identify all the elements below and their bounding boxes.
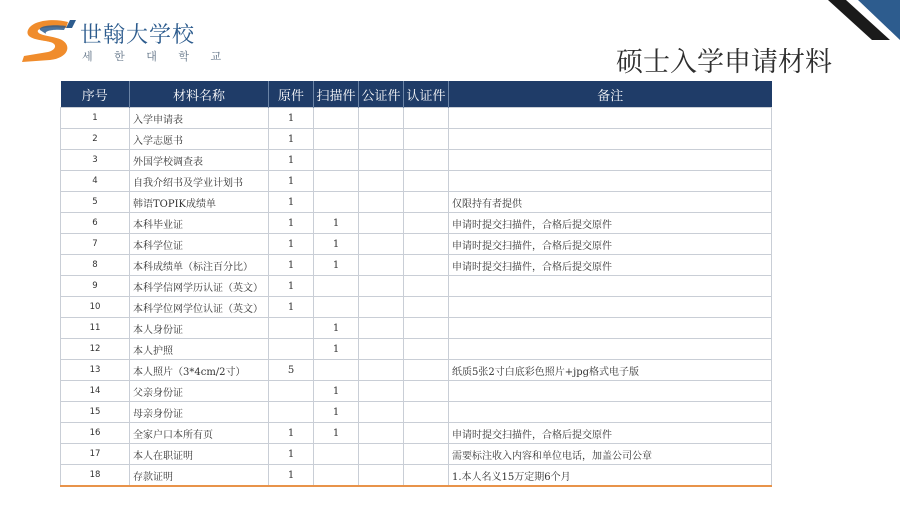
- cell-remark: [449, 276, 772, 297]
- cell-certified: [404, 234, 449, 255]
- cell-remark: [449, 150, 772, 171]
- university-logo: [18, 16, 318, 72]
- cell-number: 6: [61, 213, 130, 234]
- table-row: [61, 213, 772, 234]
- cell-scan: [314, 360, 359, 381]
- cell-material-name: 入学志愿书: [130, 129, 269, 150]
- cell-original: 1: [269, 255, 314, 276]
- cell-material-name: 自我介绍书及学业计划书: [130, 171, 269, 192]
- header-scan: 扫描件: [314, 81, 359, 108]
- cell-remark: 申请时提交扫描件，合格后提交原件: [449, 255, 772, 276]
- cell-number: 3: [61, 150, 130, 171]
- cell-certified: [404, 297, 449, 318]
- materials-table: [60, 81, 772, 487]
- university-name: 世翰大学校: [80, 23, 196, 48]
- cell-number: 18: [61, 465, 130, 487]
- cell-remark: 申请时提交扫描件，合格后提交原件: [449, 423, 772, 444]
- cell-notarized: [359, 150, 404, 171]
- cell-material-name: 本人照片（3*4cm/2寸）: [130, 360, 269, 381]
- cell-scan: 1: [314, 234, 359, 255]
- cell-original: [269, 339, 314, 360]
- cell-scan: 1: [314, 381, 359, 402]
- cell-certified: [404, 192, 449, 213]
- table-row: [61, 234, 772, 255]
- cell-material-name: 本科毕业证: [130, 213, 269, 234]
- header-original: 原件: [269, 81, 314, 108]
- table-row: [61, 129, 772, 150]
- cell-scan: 1: [314, 318, 359, 339]
- cell-original: 1: [269, 129, 314, 150]
- cell-scan: [314, 171, 359, 192]
- cell-material-name: 入学申请表: [130, 108, 269, 129]
- cell-original: [269, 318, 314, 339]
- cell-scan: [314, 465, 359, 487]
- cell-notarized: [359, 192, 404, 213]
- cell-number: 8: [61, 255, 130, 276]
- cell-scan: 1: [314, 213, 359, 234]
- cell-certified: [404, 213, 449, 234]
- cell-remark: [449, 297, 772, 318]
- cell-material-name: 本人身份证: [130, 318, 269, 339]
- cell-certified: [404, 150, 449, 171]
- cell-remark: [449, 339, 772, 360]
- cell-material-name: 全家户口本所有页: [130, 423, 269, 444]
- cell-certified: [404, 108, 449, 129]
- cell-notarized: [359, 423, 404, 444]
- header-material-name: 材料名称: [130, 81, 269, 108]
- cell-number: 17: [61, 444, 130, 465]
- cell-original: 1: [269, 150, 314, 171]
- cell-notarized: [359, 339, 404, 360]
- cell-material-name: 本科学位网学位认证（英文）: [130, 297, 269, 318]
- cell-original: 1: [269, 192, 314, 213]
- cell-original: 1: [269, 171, 314, 192]
- cell-certified: [404, 339, 449, 360]
- table-row: [61, 339, 772, 360]
- cell-certified: [404, 255, 449, 276]
- table-row: [61, 465, 772, 487]
- table-row: [61, 402, 772, 423]
- cell-notarized: [359, 171, 404, 192]
- cell-notarized: [359, 234, 404, 255]
- cell-original: 1: [269, 276, 314, 297]
- cell-scan: 1: [314, 423, 359, 444]
- cell-original: [269, 381, 314, 402]
- cell-number: 12: [61, 339, 130, 360]
- cell-scan: [314, 444, 359, 465]
- cell-material-name: 存款证明: [130, 465, 269, 487]
- header-certified: 认证件: [404, 81, 449, 108]
- cell-notarized: [359, 318, 404, 339]
- cell-remark: 1.本人名义15万定期6个月: [449, 465, 772, 487]
- table-row: [61, 381, 772, 402]
- cell-number: 2: [61, 129, 130, 150]
- table-row: [61, 423, 772, 444]
- cell-remark: [449, 108, 772, 129]
- cell-notarized: [359, 255, 404, 276]
- cell-remark: 申请时提交扫描件，合格后提交原件: [449, 234, 772, 255]
- cell-material-name: 本科学信网学历认证（英文）: [130, 276, 269, 297]
- cell-material-name: 本科学位证: [130, 234, 269, 255]
- cell-certified: [404, 402, 449, 423]
- table-row: [61, 318, 772, 339]
- cell-scan: [314, 129, 359, 150]
- cell-number: 7: [61, 234, 130, 255]
- cell-number: 13: [61, 360, 130, 381]
- cell-scan: [314, 276, 359, 297]
- cell-notarized: [359, 276, 404, 297]
- cell-scan: [314, 150, 359, 171]
- table-row: [61, 297, 772, 318]
- cell-remark: [449, 402, 772, 423]
- cell-number: 14: [61, 381, 130, 402]
- cell-notarized: [359, 444, 404, 465]
- cell-scan: 1: [314, 402, 359, 423]
- cell-material-name: 本人护照: [130, 339, 269, 360]
- cell-scan: [314, 192, 359, 213]
- cell-original: 1: [269, 465, 314, 487]
- cell-certified: [404, 171, 449, 192]
- table-row: [61, 360, 772, 381]
- cell-scan: 1: [314, 339, 359, 360]
- cell-number: 10: [61, 297, 130, 318]
- cell-original: 1: [269, 444, 314, 465]
- corner-decoration: [828, 0, 900, 40]
- cell-original: 1: [269, 108, 314, 129]
- cell-remark: 纸质5张2寸白底彩色照片+jpg格式电子版: [449, 360, 772, 381]
- cell-notarized: [359, 108, 404, 129]
- cell-certified: [404, 276, 449, 297]
- cell-certified: [404, 444, 449, 465]
- cell-material-name: 父亲身份证: [130, 381, 269, 402]
- cell-original: 5: [269, 360, 314, 381]
- table-row: [61, 150, 772, 171]
- cell-material-name: 外国学校调查表: [130, 150, 269, 171]
- cell-number: 4: [61, 171, 130, 192]
- cell-remark: [449, 318, 772, 339]
- cell-material-name: 韩语TOPIK成绩单: [130, 192, 269, 213]
- cell-notarized: [359, 360, 404, 381]
- cell-certified: [404, 381, 449, 402]
- table-header-row: [61, 81, 772, 108]
- s-emblem-icon: [18, 16, 76, 64]
- cell-material-name: 母亲身份证: [130, 402, 269, 423]
- table-row: [61, 276, 772, 297]
- cell-notarized: [359, 381, 404, 402]
- cell-remark: [449, 171, 772, 192]
- header-notarized: 公证件: [359, 81, 404, 108]
- header-remark: 备注: [449, 81, 772, 108]
- cell-notarized: [359, 465, 404, 487]
- cell-remark: 仅限持有者提供: [449, 192, 772, 213]
- cell-number: 16: [61, 423, 130, 444]
- cell-notarized: [359, 402, 404, 423]
- cell-number: 9: [61, 276, 130, 297]
- table-row: [61, 171, 772, 192]
- cell-scan: [314, 297, 359, 318]
- cell-certified: [404, 129, 449, 150]
- cell-notarized: [359, 129, 404, 150]
- table-row: [61, 444, 772, 465]
- cell-remark: [449, 129, 772, 150]
- cell-material-name: 本科成绩单（标注百分比）: [130, 255, 269, 276]
- cell-certified: [404, 423, 449, 444]
- page-title: 硕士入学申请材料: [616, 47, 832, 78]
- cell-notarized: [359, 213, 404, 234]
- cell-certified: [404, 318, 449, 339]
- cell-original: 1: [269, 297, 314, 318]
- cell-remark: 需要标注收入内容和单位电话，加盖公司公章: [449, 444, 772, 465]
- cell-original: 1: [269, 213, 314, 234]
- cell-number: 11: [61, 318, 130, 339]
- cell-number: 15: [61, 402, 130, 423]
- table-row: [61, 108, 772, 129]
- table-row: [61, 192, 772, 213]
- cell-original: [269, 402, 314, 423]
- cell-remark: 申请时提交扫描件，合格后提交原件: [449, 213, 772, 234]
- cell-number: 5: [61, 192, 130, 213]
- cell-remark: [449, 381, 772, 402]
- cell-original: 1: [269, 234, 314, 255]
- cell-scan: 1: [314, 255, 359, 276]
- cell-notarized: [359, 297, 404, 318]
- university-korean-name: 세 한 대 학 교: [82, 50, 231, 63]
- cell-number: 1: [61, 108, 130, 129]
- cell-certified: [404, 465, 449, 487]
- cell-certified: [404, 360, 449, 381]
- table-row: [61, 255, 772, 276]
- cell-scan: [314, 108, 359, 129]
- cell-material-name: 本人在职证明: [130, 444, 269, 465]
- cell-original: 1: [269, 423, 314, 444]
- header-number: 序号: [61, 81, 130, 108]
